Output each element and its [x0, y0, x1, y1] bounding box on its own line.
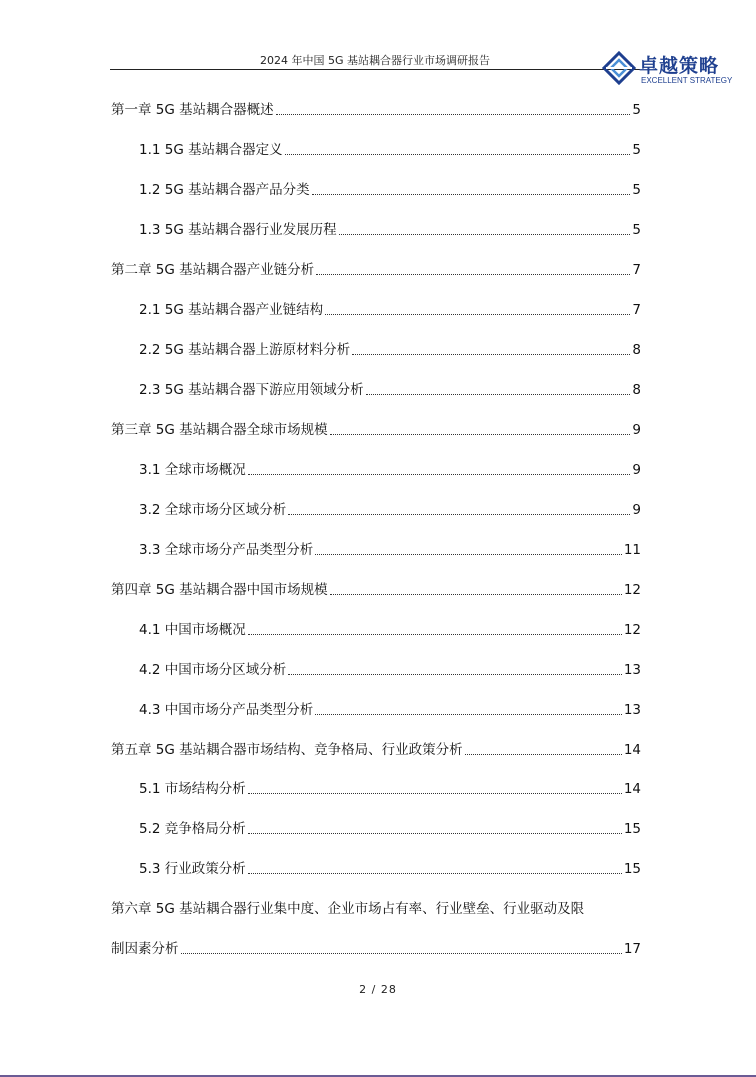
toc-entry-label: 4.2 中国市场分区域分析: [139, 662, 287, 678]
toc-entry-label: 5.3 行业政策分析: [139, 861, 246, 877]
toc-entry-section-4-2[interactable]: [139, 661, 641, 679]
dot-leader: [181, 953, 622, 954]
toc-entry-section-4-3[interactable]: [139, 701, 641, 719]
dot-leader: [465, 754, 622, 755]
toc-entry-label: 2.1 5G 基站耦合器产业链结构: [139, 302, 324, 318]
toc-entry-label: 第三章 5G 基站耦合器全球市场规模: [111, 422, 328, 438]
toc-entry-section-3-3[interactable]: [139, 541, 641, 559]
toc-entry-page: 13: [623, 702, 641, 718]
dot-leader: [339, 234, 631, 235]
toc-entry-page: 9: [632, 422, 641, 438]
dot-leader: [285, 154, 631, 155]
toc-entry-label: 4.3 中国市场分产品类型分析: [139, 702, 314, 718]
toc-entry-page: 14: [623, 781, 641, 797]
toc-entry-page: 14: [623, 742, 641, 758]
toc-entry-page: 15: [623, 821, 641, 837]
dot-leader: [330, 434, 631, 435]
report-title: 2024 年中国 5G 基站耦合器行业市场调研报告: [259, 54, 490, 67]
dot-leader: [248, 833, 622, 834]
toc-entry-page: 13: [623, 662, 641, 678]
toc-entry-section-4-1[interactable]: [139, 621, 641, 639]
toc-entry-label: 3.1 全球市场概况: [139, 462, 246, 478]
header-divider: [110, 69, 640, 70]
toc-entry-section-3-1[interactable]: [139, 461, 641, 479]
toc-entry-section-1-3[interactable]: [139, 221, 641, 239]
toc-entry-label: 5.1 市场结构分析: [139, 781, 246, 797]
toc-entry-chapter-2[interactable]: [111, 261, 641, 279]
toc-entry-section-5-2[interactable]: [139, 820, 641, 838]
toc-entry-label: 第二章 5G 基站耦合器产业链分析: [111, 262, 315, 278]
toc-entry-page: 5: [632, 102, 641, 118]
toc-entry-label: 4.1 中国市场概况: [139, 622, 246, 638]
toc-entry-label: 5.2 竞争格局分析: [139, 821, 246, 837]
toc-entry-page: 7: [632, 302, 641, 318]
toc-entry-page: 5: [632, 222, 641, 238]
toc-entry-chapter-3[interactable]: [111, 421, 641, 439]
toc-entry-label: 第一章 5G 基站耦合器概述: [111, 102, 274, 118]
dot-leader: [248, 474, 631, 475]
logo-chinese-name: 卓越策略: [639, 55, 720, 77]
toc-entry-page: 17: [623, 941, 641, 957]
toc-entry-section-5-1[interactable]: [139, 780, 641, 798]
toc-entry-label: 1.1 5G 基站耦合器定义: [139, 142, 283, 158]
toc-entry-page: 12: [623, 582, 641, 598]
logo-english-name: EXCELLENT STRATEGY: [641, 76, 733, 85]
toc-entry-chapter-6-line-1[interactable]: 第六章 5G 基站耦合器行业集中度、企业市场占有率、行业壁垒、行业驱动及限: [111, 901, 585, 917]
dot-leader: [352, 354, 630, 355]
toc-entry-label: 1.3 5G 基站耦合器行业发展历程: [139, 222, 337, 238]
dot-leader: [248, 634, 622, 635]
toc-entry-label: 2.2 5G 基站耦合器上游原材料分析: [139, 342, 351, 358]
toc-entry-chapter-6[interactable]: [111, 940, 641, 958]
toc-entry-page: 5: [632, 182, 641, 198]
toc-entry-page: 5: [632, 142, 641, 158]
dot-leader: [330, 594, 622, 595]
toc-entry-label: 1.2 5G 基站耦合器产品分类: [139, 182, 310, 198]
dot-leader: [276, 114, 631, 115]
toc-entry-label: 第四章 5G 基站耦合器中国市场规模: [111, 582, 328, 598]
dot-leader: [248, 793, 622, 794]
toc-entry-section-2-1[interactable]: [139, 301, 641, 319]
toc-entry-page: 7: [632, 262, 641, 278]
toc-entry-page: 8: [632, 342, 641, 358]
toc-entry-label: 制因素分析: [111, 941, 179, 957]
dot-leader: [288, 674, 622, 675]
dot-leader: [315, 714, 622, 715]
toc-entry-page: 12: [623, 622, 641, 638]
dot-leader: [312, 194, 631, 195]
toc-entry-chapter-5[interactable]: [111, 741, 641, 759]
dot-leader: [288, 514, 630, 515]
diamond-logo-icon: [601, 50, 637, 86]
toc-entry-section-2-3[interactable]: [139, 381, 641, 399]
page-number: 2 / 28: [359, 983, 397, 996]
toc-entry-page: 11: [623, 542, 641, 558]
toc-entry-section-5-3[interactable]: [139, 860, 641, 878]
company-logo: [601, 50, 731, 90]
dot-leader: [316, 274, 630, 275]
toc-entry-chapter-4[interactable]: [111, 581, 641, 599]
toc-entry-page: 9: [632, 462, 641, 478]
toc-entry-label: 3.2 全球市场分区域分析: [139, 502, 287, 518]
toc-entry-section-2-2[interactable]: [139, 341, 641, 359]
toc-entry-section-1-2[interactable]: [139, 181, 641, 199]
toc-entry-page: 9: [632, 502, 641, 518]
dot-leader: [325, 314, 630, 315]
toc-entry-label: 2.3 5G 基站耦合器下游应用领域分析: [139, 382, 364, 398]
toc-entry-label: 3.3 全球市场分产品类型分析: [139, 542, 314, 558]
dot-leader: [248, 873, 622, 874]
dot-leader: [315, 554, 622, 555]
toc-entry-chapter-1[interactable]: [111, 101, 641, 119]
dot-leader: [366, 394, 631, 395]
toc-entry-page: 8: [632, 382, 641, 398]
toc-entry-page: 15: [623, 861, 641, 877]
toc-entry-label: 第五章 5G 基站耦合器市场结构、竞争格局、行业政策分析: [111, 742, 463, 758]
toc-entry-section-1-1[interactable]: [139, 141, 641, 159]
toc-entry-section-3-2[interactable]: [139, 501, 641, 519]
